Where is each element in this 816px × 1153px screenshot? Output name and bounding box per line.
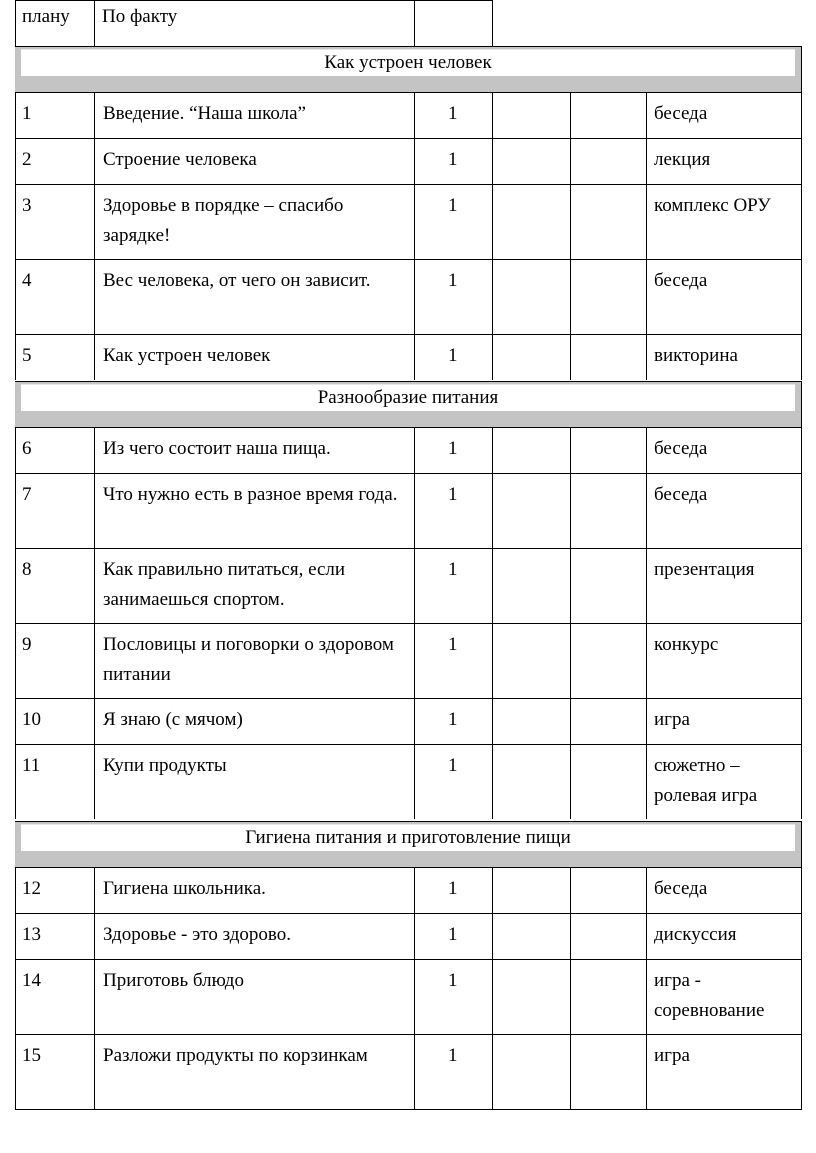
lesson-topic: Строение человека	[103, 149, 257, 170]
column-divider	[492, 427, 493, 473]
lesson-hours: 1	[448, 755, 458, 776]
lesson-hours: 1	[448, 149, 458, 170]
lesson-hours: 1	[448, 438, 458, 459]
lesson-form: беседа	[654, 878, 708, 899]
row-divider	[15, 1109, 802, 1110]
column-divider	[570, 698, 571, 744]
column-divider	[492, 184, 493, 259]
column-divider	[15, 473, 16, 548]
column-divider	[646, 744, 647, 819]
column-divider	[414, 473, 415, 548]
lesson-form: конкурс	[654, 634, 719, 655]
column-divider	[646, 698, 647, 744]
section-title: Как устроен человек	[21, 49, 795, 76]
section-header	[15, 47, 801, 92]
column-divider	[492, 334, 493, 380]
column-divider	[570, 867, 571, 913]
column-divider	[94, 548, 95, 623]
lesson-form: комплекс ОРУ	[654, 195, 771, 216]
column-divider	[15, 334, 16, 380]
column-divider	[646, 548, 647, 623]
column-divider	[492, 1034, 493, 1109]
column-divider	[492, 867, 493, 913]
lesson-form: беседа	[654, 438, 708, 459]
column-divider	[801, 46, 802, 92]
row-divider	[15, 259, 802, 260]
section-header	[15, 382, 801, 427]
lesson-topic: Здоровье - это здорово.	[103, 924, 291, 945]
lesson-form: сюжетно – ролевая игра	[654, 755, 758, 806]
row-divider	[15, 548, 802, 549]
row-divider	[15, 1034, 802, 1035]
lesson-form: дискуссия	[654, 924, 737, 945]
lesson-number: 1	[22, 103, 32, 124]
column-divider	[94, 623, 95, 698]
lesson-topic: Как устроен человек	[103, 345, 271, 366]
column-divider	[414, 1034, 415, 1109]
lesson-number: 6	[22, 438, 32, 459]
column-divider	[570, 259, 571, 334]
column-divider	[570, 427, 571, 473]
header-fact-label: По факту	[102, 6, 178, 27]
column-divider	[801, 381, 802, 427]
column-divider	[15, 427, 16, 473]
column-divider	[15, 184, 16, 259]
lesson-topic: Пословицы и поговорки о здоровом питании	[103, 634, 394, 685]
lesson-hours: 1	[448, 559, 458, 580]
lesson-form: презентация	[654, 559, 755, 580]
column-divider	[801, 473, 802, 548]
column-divider	[414, 92, 415, 138]
lesson-hours: 1	[448, 1045, 458, 1066]
column-divider	[801, 92, 802, 138]
column-divider	[646, 913, 647, 959]
lesson-hours: 1	[448, 709, 458, 730]
column-divider	[94, 473, 95, 548]
column-divider	[492, 259, 493, 334]
column-divider	[414, 548, 415, 623]
lesson-number: 9	[22, 634, 32, 655]
column-divider	[570, 92, 571, 138]
column-divider	[801, 698, 802, 744]
row-divider	[15, 334, 802, 335]
lesson-form: игра - соревнование	[654, 970, 765, 1021]
column-divider	[94, 744, 95, 819]
lesson-topic: Что нужно есть в разное время года.	[103, 484, 398, 505]
column-divider	[15, 259, 16, 334]
lesson-number: 8	[22, 559, 32, 580]
column-divider	[414, 138, 415, 184]
lesson-topic: Вес человека, от чего он зависит.	[103, 270, 371, 291]
column-divider	[414, 744, 415, 819]
column-divider	[15, 959, 16, 1034]
column-divider	[492, 959, 493, 1034]
header-plan-label: плану	[22, 6, 70, 27]
column-divider	[414, 184, 415, 259]
column-divider	[570, 473, 571, 548]
row-divider	[15, 138, 802, 139]
lesson-hours: 1	[448, 103, 458, 124]
lesson-hours: 1	[448, 924, 458, 945]
lesson-topic: Гигиена школьника.	[103, 878, 266, 899]
column-divider	[570, 334, 571, 380]
row-divider	[15, 867, 802, 868]
column-divider	[646, 259, 647, 334]
column-divider	[492, 92, 493, 138]
column-divider	[646, 473, 647, 548]
column-divider	[414, 913, 415, 959]
lesson-form: игра	[654, 709, 690, 730]
column-divider	[15, 623, 16, 698]
lesson-form: беседа	[654, 103, 708, 124]
column-divider	[414, 623, 415, 698]
column-divider	[15, 913, 16, 959]
lesson-topic: Здоровье в порядке – спасибо зарядке!	[103, 195, 344, 246]
column-divider	[414, 259, 415, 334]
lesson-topic: Как правильно питаться, если занимаешься спортом.	[103, 559, 346, 610]
lesson-topic: Приготовь блюдо	[103, 970, 244, 991]
lesson-number: 5	[22, 345, 32, 366]
column-divider	[492, 623, 493, 698]
column-divider	[15, 138, 16, 184]
lesson-number: 2	[22, 149, 32, 170]
column-divider	[801, 184, 802, 259]
column-divider	[94, 867, 95, 913]
column-divider	[801, 427, 802, 473]
lesson-number: 10	[22, 709, 41, 730]
row-divider	[15, 473, 802, 474]
column-divider	[646, 959, 647, 1034]
column-divider	[801, 334, 802, 380]
section-header	[15, 822, 801, 867]
lesson-number: 11	[22, 755, 41, 776]
column-divider	[15, 698, 16, 744]
column-divider	[646, 138, 647, 184]
row-divider	[15, 959, 802, 960]
column-divider	[414, 334, 415, 380]
lesson-number: 7	[22, 484, 32, 505]
row-divider	[15, 698, 802, 699]
column-divider	[94, 92, 95, 138]
row-divider	[15, 92, 802, 93]
column-divider	[570, 744, 571, 819]
column-divider	[801, 821, 802, 867]
lesson-number: 4	[22, 270, 32, 291]
lesson-number: 13	[22, 924, 41, 945]
lesson-number: 14	[22, 970, 41, 991]
column-divider	[94, 913, 95, 959]
column-divider	[570, 959, 571, 1034]
column-divider	[492, 548, 493, 623]
lesson-topic: Я знаю (с мячом)	[103, 709, 243, 730]
column-divider	[801, 259, 802, 334]
row-divider	[15, 623, 802, 624]
lesson-form: игра	[654, 1045, 690, 1066]
lesson-form: беседа	[654, 484, 708, 505]
lesson-topic: Из чего состоит наша пища.	[103, 438, 331, 459]
column-divider	[801, 623, 802, 698]
column-divider	[15, 867, 16, 913]
column-divider	[801, 548, 802, 623]
column-divider	[94, 698, 95, 744]
row-divider	[15, 744, 802, 745]
column-divider	[570, 548, 571, 623]
column-divider	[646, 334, 647, 380]
column-divider	[94, 184, 95, 259]
row-divider	[15, 427, 802, 428]
column-divider	[414, 867, 415, 913]
column-divider	[94, 334, 95, 380]
column-divider	[15, 744, 16, 819]
lesson-hours: 1	[448, 634, 458, 655]
lesson-topic: Введение. “Наша школа”	[103, 103, 306, 124]
lesson-hours: 1	[448, 345, 458, 366]
column-divider	[492, 698, 493, 744]
section-title: Разнообразие питания	[21, 384, 795, 411]
column-divider	[646, 184, 647, 259]
column-divider	[94, 959, 95, 1034]
lesson-number: 3	[22, 195, 32, 216]
column-divider	[94, 427, 95, 473]
column-divider	[492, 744, 493, 819]
column-divider	[646, 623, 647, 698]
column-divider	[570, 623, 571, 698]
lesson-number: 15	[22, 1045, 41, 1066]
column-divider	[15, 92, 16, 138]
column-divider	[94, 259, 95, 334]
column-divider	[646, 427, 647, 473]
column-divider	[15, 1034, 16, 1109]
lesson-hours: 1	[448, 878, 458, 899]
column-divider	[570, 184, 571, 259]
column-divider	[94, 138, 95, 184]
lesson-hours: 1	[448, 270, 458, 291]
section-title: Гигиена питания и приготовление пищи	[21, 824, 795, 851]
column-divider	[801, 913, 802, 959]
column-divider	[492, 473, 493, 548]
lesson-topic: Разложи продукты по корзинкам	[103, 1045, 368, 1066]
column-divider	[570, 913, 571, 959]
lesson-hours: 1	[448, 195, 458, 216]
column-divider	[492, 913, 493, 959]
column-divider	[414, 698, 415, 744]
lesson-hours: 1	[448, 484, 458, 505]
lesson-form: викторина	[654, 345, 738, 366]
lesson-topic: Купи продукты	[103, 755, 227, 776]
column-divider	[570, 1034, 571, 1109]
column-divider	[801, 138, 802, 184]
column-divider	[801, 867, 802, 913]
column-divider	[492, 138, 493, 184]
column-divider	[801, 1034, 802, 1109]
row-divider	[15, 184, 802, 185]
row-divider	[15, 913, 802, 914]
lesson-number: 12	[22, 878, 41, 899]
header-empty-cell	[420, 0, 490, 2]
column-divider	[94, 1034, 95, 1109]
column-divider	[570, 138, 571, 184]
column-divider	[801, 959, 802, 1034]
column-divider	[646, 867, 647, 913]
lesson-form: лекция	[654, 149, 711, 170]
column-divider	[414, 427, 415, 473]
column-divider	[15, 548, 16, 623]
column-divider	[646, 92, 647, 138]
column-divider	[801, 744, 802, 819]
lesson-form: беседа	[654, 270, 708, 291]
lesson-hours: 1	[448, 970, 458, 991]
column-divider	[646, 1034, 647, 1109]
column-divider	[414, 959, 415, 1034]
